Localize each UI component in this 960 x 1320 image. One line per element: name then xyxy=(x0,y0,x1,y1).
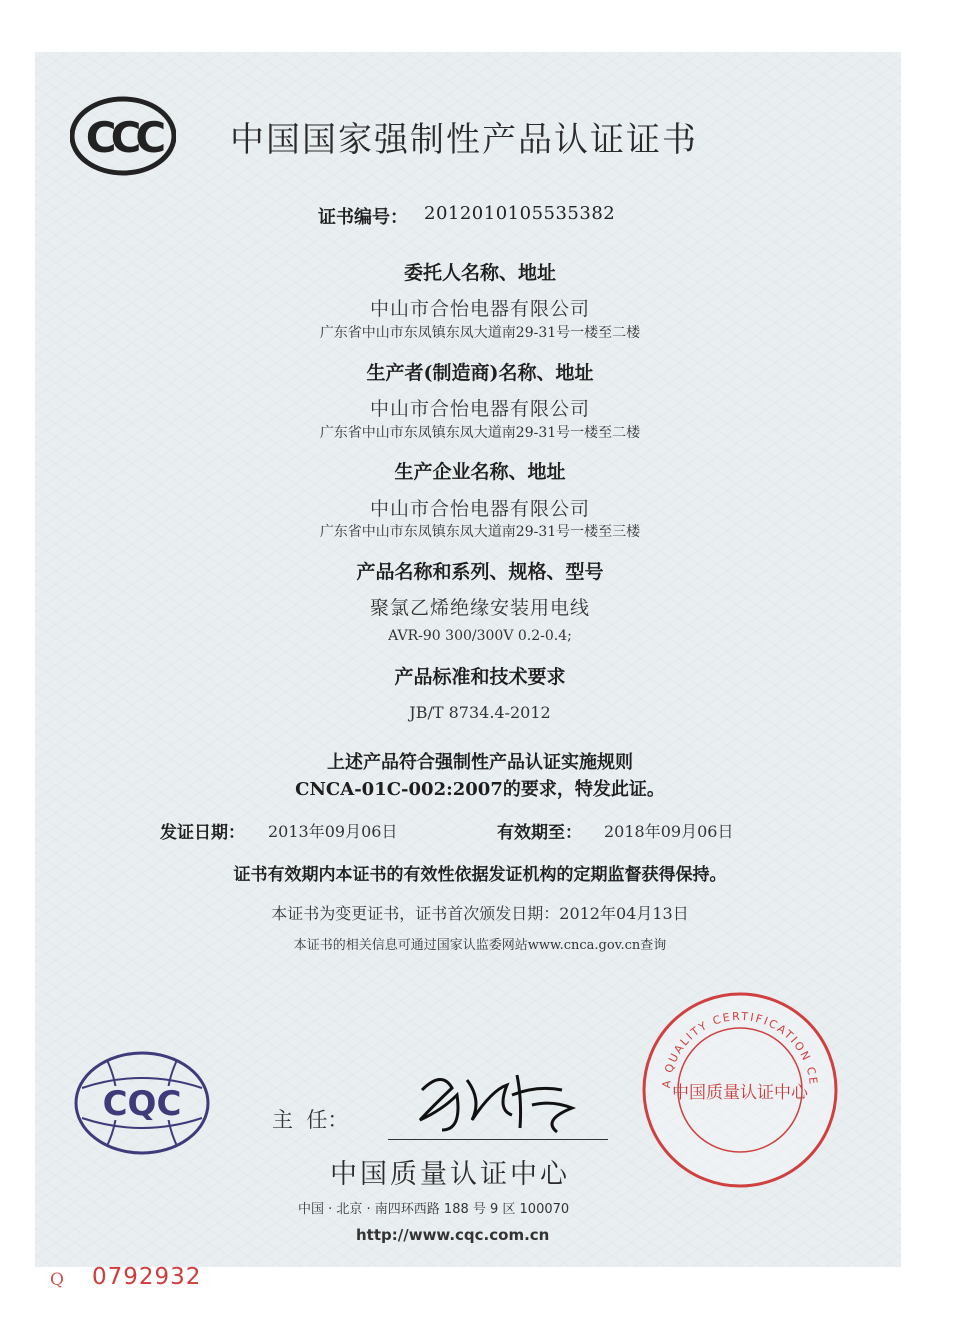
conformity-line-1: 上述产品符合强制性产品认证实施规则 xyxy=(327,752,633,773)
ccc-logo xyxy=(70,96,176,176)
issue-date-label: 发证日期： xyxy=(160,823,245,843)
change-note: 本证书为变更证书，证书首次颁发日期：2012年04月13日 xyxy=(271,904,689,923)
manufacturer-heading: 生产者(制造商)名称、地址 xyxy=(366,362,594,384)
issuer-address: 中国 · 北京 · 南四环西路 188 号 9 区 100070 xyxy=(298,1202,570,1217)
issuer-name: 中国质量认证中心 xyxy=(330,1159,570,1190)
client-address: 广东省中山市东凤镇东凤大道南29-31号一楼至二楼 xyxy=(319,325,641,341)
factory-heading: 生产企业名称、地址 xyxy=(394,461,566,483)
certificate-title: 中国国家强制性产品认证证书 xyxy=(230,120,698,160)
manufacturer-name: 中山市合怡电器有限公司 xyxy=(369,398,590,420)
certificate-number: 2012010105535382 xyxy=(424,203,616,224)
certification-seal xyxy=(640,990,840,1190)
factory-name: 中山市合怡电器有限公司 xyxy=(369,498,590,520)
validity-statement: 证书有效期内本证书的有效性依据发证机构的定期监督获得保持。 xyxy=(233,865,727,885)
standard-heading: 产品标准和技术要求 xyxy=(394,666,566,688)
product-name: 聚氯乙烯绝缘安装用电线 xyxy=(369,597,590,619)
director-signature xyxy=(412,1060,582,1140)
manufacturer-address: 广东省中山市东凤镇东凤大道南29-31号一楼至二楼 xyxy=(319,425,641,441)
serial-prefix: Q xyxy=(50,1270,64,1290)
product-model: AVR-90 300/300V 0.2-0.4; xyxy=(388,628,572,644)
seal-outer-text: A QUALITY CERTIFICATION CE xyxy=(659,1009,820,1089)
cqc-logo xyxy=(72,1048,212,1158)
factory-address: 广东省中山市东凤镇东凤大道南29-31号一楼至三楼 xyxy=(319,524,641,540)
director-label: 主 任： xyxy=(272,1108,349,1132)
seal-inner-text: 中国质量认证中心 xyxy=(672,1083,808,1103)
serial-number: 0792932 xyxy=(92,1264,202,1290)
issuer-website: http://www.cqc.com.cn xyxy=(356,1226,550,1244)
cqc-logo-text: CQC xyxy=(102,1084,182,1124)
signature-line xyxy=(388,1139,608,1140)
client-heading: 委托人名称、地址 xyxy=(403,262,556,284)
ccc-logo-text: CCC xyxy=(85,113,161,162)
standard-value: JB/T 8734.4-2012 xyxy=(409,703,551,722)
issue-date: 2013年09月06日 xyxy=(268,822,398,841)
product-heading: 产品名称和系列、规格、型号 xyxy=(356,561,604,583)
conformity-line-2: CNCA-01C-002:2007的要求，特发此证。 xyxy=(295,779,665,800)
valid-until-date: 2018年09月06日 xyxy=(604,822,734,841)
client-name: 中山市合怡电器有限公司 xyxy=(369,298,590,320)
certificate-number-label: 证书编号： xyxy=(318,207,408,228)
info-note: 本证书的相关信息可通过国家认监委网站www.cnca.gov.cn查询 xyxy=(293,938,667,953)
valid-until-label: 有效期至： xyxy=(497,823,582,843)
